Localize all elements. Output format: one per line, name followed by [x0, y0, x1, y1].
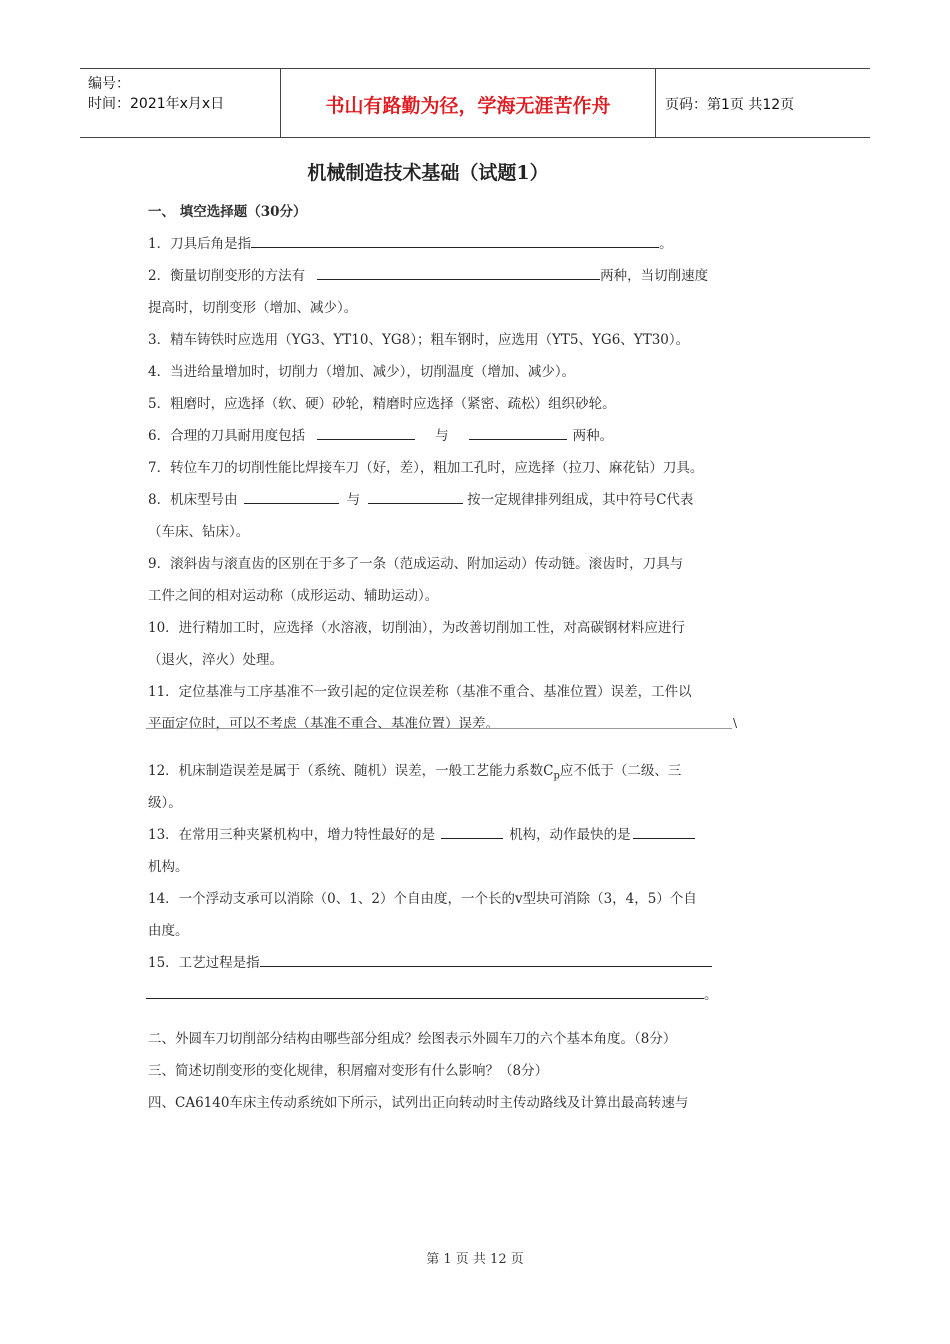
q6-text: 6．合理的刀具耐用度包括: [148, 428, 306, 444]
q1-blank: [251, 233, 659, 248]
q8-blank-1: [244, 489, 339, 504]
question-15: [148, 951, 712, 971]
question-3: 3．精车铸铁时应选用（YG3、YT10、YG8）；粗车钢时，应选用（YT5、YG6、YT30）。: [148, 332, 690, 348]
question-12: [148, 759, 681, 782]
question-6: [148, 424, 613, 444]
page-info: 页码：第1页 共12页: [665, 97, 795, 113]
motto: 书山有路勤为径，学海无涯苦作舟: [325, 95, 611, 117]
q12-continuation: 级）。: [148, 795, 182, 811]
q13-text: 13．在常用三种夹紧机构中，增力特性最好的是: [148, 827, 436, 843]
q8-text: 8．机床型号由: [148, 492, 238, 508]
q15-end: 。: [704, 987, 718, 1003]
q15-blank-2: [146, 984, 704, 999]
q11-continuation: 平面定位时，可以不考虑（基准不重合、基准位置）误差。: [148, 716, 499, 732]
exam-title: 机械制造技术基础（试题1）: [307, 162, 549, 184]
q8-and: 与: [346, 492, 361, 508]
q6-blank-1: [317, 425, 415, 440]
q15-blank-1: [260, 952, 712, 967]
q15-text: 15．工艺过程是指: [148, 955, 260, 971]
question-5: 5．粗磨时，应选择（软、硬）砂轮，精磨时应选择（紧密、疏松）组织砂轮。: [148, 396, 616, 412]
question-8: [148, 488, 693, 508]
question-9: 9．滚斜齿与滚直齿的区别在于多了一条（范成运动、附加运动）传动链。滚齿时，刀具与: [148, 556, 684, 572]
page-break-line: [146, 728, 732, 729]
q14-continuation: 由度。: [148, 923, 189, 939]
time-label: 时间：2021年x月x日: [88, 96, 225, 112]
section-4: 四、CA6140车床主传动系统如下所示，试列出正向转动时主传动路线及计算出最高转速与: [148, 1095, 689, 1111]
q13-blank-2: [633, 824, 695, 839]
question-1: [148, 232, 673, 252]
section-1-title: 一、 填空选择题（30分）: [148, 204, 307, 220]
question-11: 11．定位基准与工序基准不一致引起的定位误差称（基准不重合、基准位置）误差，工件以: [148, 684, 692, 700]
number-label: 编号：: [88, 76, 130, 92]
section-2: 二、外圆车刀切削部分结构由哪些部分组成？绘图表示外圆车刀的六个基本角度。（8分）: [148, 1031, 677, 1047]
header-left-cell: [80, 69, 280, 137]
q13-text-b: 机构，动作最快的是: [509, 827, 631, 843]
question-13: [148, 823, 695, 843]
q6-and: 与: [435, 428, 449, 444]
q12-text: 12．机床制造误差是属于（系统、随机）误差，一般工艺能力系数C: [148, 763, 554, 779]
q2-text: 2．衡量切削变形的方法有: [148, 268, 306, 284]
question-10: 10．进行精加工时，应选择（水溶液，切削油），为改善切削加工性，对高碳钢材料应进行: [148, 620, 685, 636]
q8-continuation: （车床、钻床）。: [148, 524, 250, 540]
q1-text: 1．刀具后角是指: [148, 236, 252, 252]
section-3: 三、简述切削变形的变化规律，积屑瘤对变形有什么影响？（8分）: [148, 1063, 549, 1079]
q8-blank-2: [368, 489, 463, 504]
q15-continuation: [146, 983, 718, 1003]
question-7: 7．转位车刀的切削性能比焊接车刀（好，差），粗加工孔时，应选择（拉刀、麻花钻）刀具。: [148, 460, 704, 476]
backslash-mark: \: [733, 716, 738, 730]
q2-blank: [317, 265, 600, 280]
header-right-cell: [655, 69, 870, 137]
q13-blank-1: [441, 824, 503, 839]
header-middle-cell: [280, 69, 656, 137]
question-14: 14．一个浮动支承可以消除（0、1、2）个自由度，一个长的v型块可消除（3，4，5）个自: [148, 891, 697, 907]
q9-continuation: 工件之间的相对运动称（成形运动、辅助运动）。: [148, 588, 439, 604]
q6-end: 两种。: [572, 428, 614, 444]
q1-end: 。: [659, 236, 673, 252]
q6-blank-2: [469, 425, 567, 440]
q12-subscript: p: [553, 770, 560, 782]
q12-text-b: 应不低于（二级、三: [559, 763, 682, 779]
question-2: [148, 264, 708, 284]
q8-text-b: 按一定规律排列组成，其中符号C代表: [467, 492, 694, 508]
q2-continuation: 提高时，切削变形（增加、减少）。: [148, 300, 358, 316]
document-header: [80, 68, 870, 138]
q10-continuation: （退火，淬火）处理。: [148, 652, 283, 668]
question-4: 4．当进给量增加时，切削力（增加、减少），切削温度（增加、减少）。: [148, 364, 576, 380]
q2-text-b: 两种，当切削速度: [600, 268, 709, 284]
page-footer: 第 1 页 共 12 页: [426, 1252, 524, 1267]
q13-continuation: 机构。: [148, 859, 189, 875]
